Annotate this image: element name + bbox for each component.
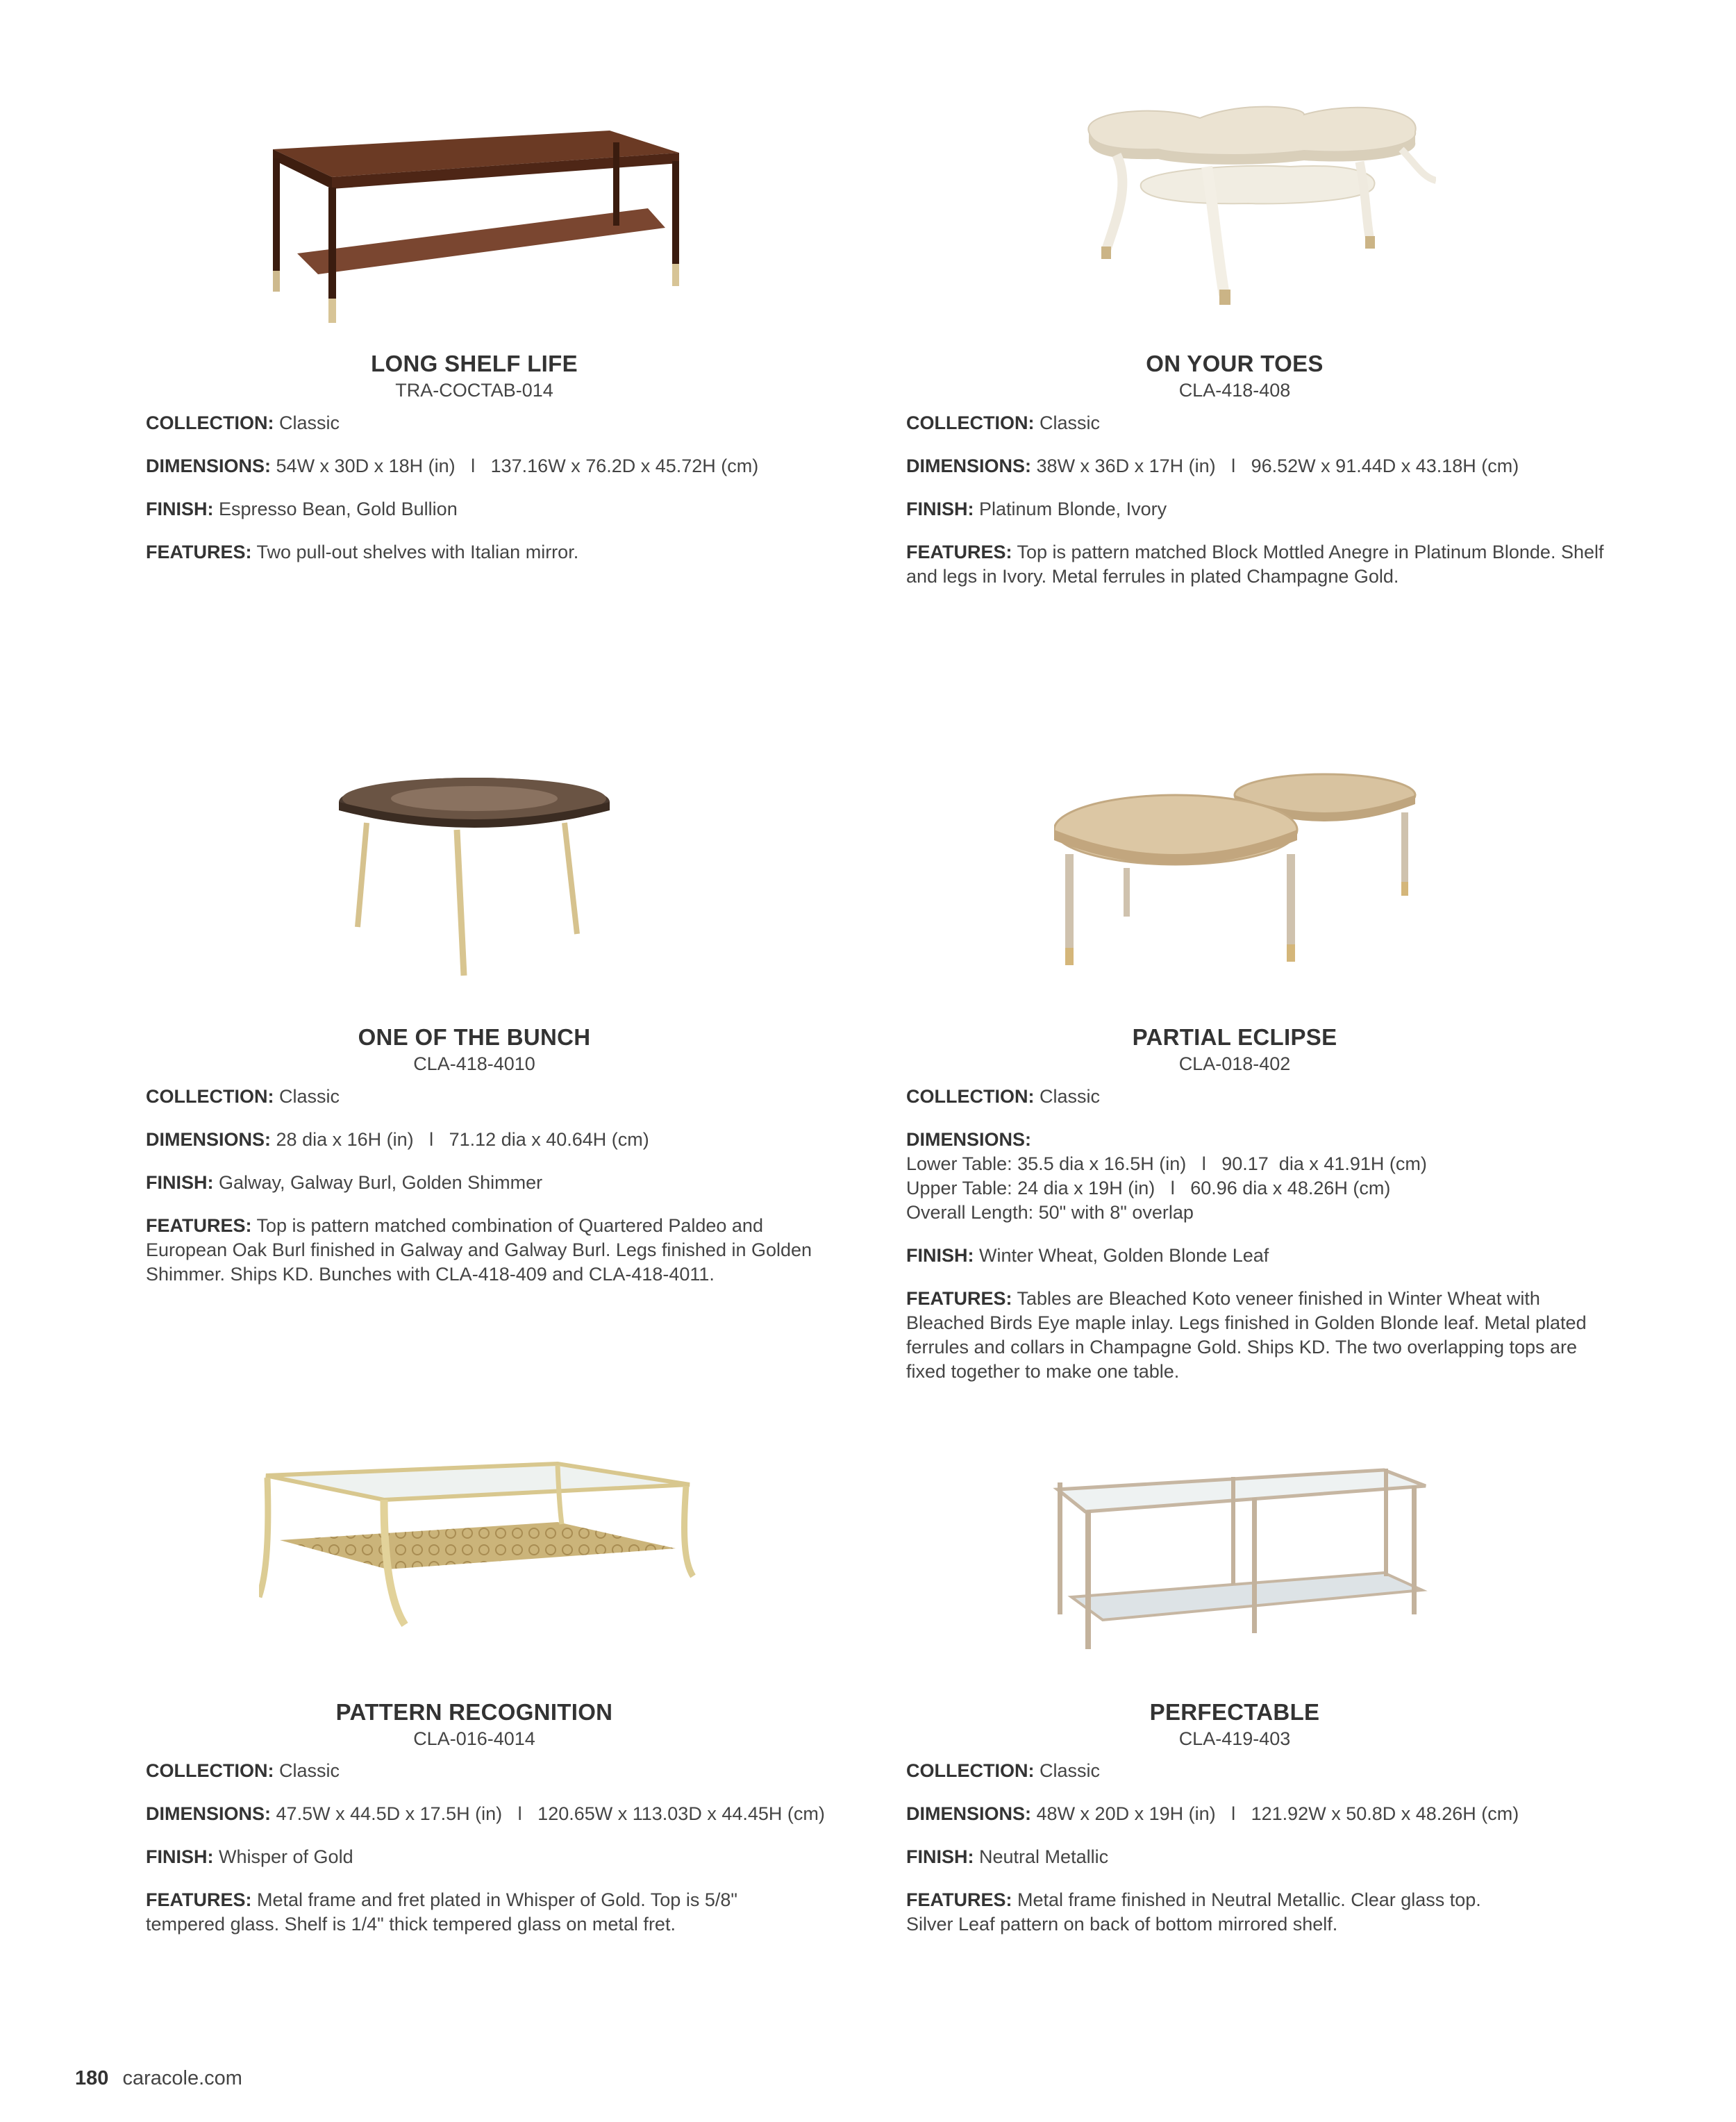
- finish-row: FINISH: Galway, Galway Burl, Golden Shimmer: [146, 1172, 543, 1193]
- collection-row: COLLECTION: Classic: [146, 412, 340, 433]
- features-row: FEATURES: Metal frame finished in Neutral Metallic. Clear glass top. Silver Leaf pattern on back of bottom mirrored shelf.: [906, 1889, 1481, 1935]
- collection-row: COLLECTION: Classic: [146, 1086, 340, 1107]
- dimension-line: Overall Length: 50" with 8" overlap: [906, 1202, 1194, 1223]
- finish-row: FINISH: Neutral Metallic: [906, 1846, 1109, 1867]
- product-specs: [146, 1085, 882, 1287]
- product-sku: CLA-016-4014: [413, 1728, 535, 1749]
- product-specs: [906, 411, 1642, 589]
- site-link[interactable]: caracole.com: [122, 2067, 242, 2089]
- product-sku: CLA-418-4010: [413, 1053, 535, 1074]
- collection-row: COLLECTION: Classic: [906, 1086, 1101, 1107]
- dimensions-row: DIMENSIONS: 47.5W x 44.5D x 17.5H (in) l 120.65W x 113.03D x 44.45H (cm): [146, 1803, 825, 1824]
- product-specs: [146, 1759, 882, 1937]
- product-title: PARTIAL ECLIPSE: [1132, 1024, 1337, 1050]
- dimension-line: Upper Table: 24 dia x 19H (in) l 60.96 dia x 48.26H (cm): [906, 1178, 1391, 1198]
- product-specs: [906, 1759, 1642, 1937]
- finish-row: FINISH: Whisper of Gold: [146, 1846, 353, 1867]
- product-sku: TRA-COCTAB-014: [395, 380, 553, 401]
- dimensions-row: DIMENSIONS: 38W x 36D x 17H (in) l 96.52W x 91.44D x 43.18H (cm): [906, 456, 1519, 476]
- dimensions-row: DIMENSIONS: Lower Table: 35.5 dia x 16.5H (in) l 90.17 dia x 41.91H (cm) Upper Table: 24 dia x 19H (in) l 60.96 dia x 48.26H (cm) Overall Length: 50" with 8" overlap: [906, 1128, 1642, 1225]
- features-row: FEATURES: Two pull-out shelves with Italian mirror.: [146, 542, 579, 562]
- product-title: PATTERN RECOGNITION: [335, 1699, 613, 1725]
- product-sku: CLA-418-408: [1178, 380, 1291, 401]
- product-sku: CLA-018-402: [1178, 1053, 1291, 1074]
- finish-row: FINISH: Espresso Bean, Gold Bullion: [146, 499, 458, 519]
- on-your-toes-image: [1075, 101, 1436, 312]
- page-footer: [75, 2067, 242, 2090]
- product-sku: CLA-419-403: [1178, 1728, 1291, 1749]
- dimension-line: Lower Table: 35.5 dia x 16.5H (in) l 90.17 dia x 41.91H (cm): [906, 1153, 1427, 1174]
- partial-eclipse-image: [1054, 771, 1429, 979]
- collection-row: COLLECTION: Classic: [906, 412, 1101, 433]
- product-title: ON YOUR TOES: [1146, 351, 1324, 376]
- product-title: LONG SHELF LIFE: [371, 351, 578, 376]
- collection-row: COLLECTION: Classic: [906, 1760, 1101, 1781]
- perfectable-image: [1044, 1462, 1439, 1656]
- one-of-the-bunch-image: [335, 774, 613, 983]
- product-title: ONE OF THE BUNCH: [358, 1024, 591, 1050]
- product-title: PERFECTABLE: [1149, 1699, 1320, 1725]
- dimensions-row: DIMENSIONS: 28 dia x 16H (in) l 71.12 dia x 40.64H (cm): [146, 1129, 649, 1150]
- features-row: FEATURES: Top is pattern matched combination of Quartered Paldeo and European Oak Burl finished in Galway and Galway Burl. Legs finished in Golden Shimmer. Ships KD. Bunches with CLA-418-409 and CLA-418-4011.: [146, 1215, 812, 1285]
- dimensions-row: DIMENSIONS: 48W x 20D x 19H (in) l 121.92W x 50.8D x 48.26H (cm): [906, 1803, 1519, 1824]
- pattern-recognition-image: [259, 1458, 696, 1653]
- features-row: FEATURES: Tables are Bleached Koto veneer finished in Winter Wheat with Bleached Birds Eye maple inlay. Legs finished in Golden Blonde leaf. Metal plated ferrules and collars in Champagne Gold. Ships KD. The two overlapping tops are fixed together to make one table.: [906, 1288, 1587, 1382]
- dimensions-row: DIMENSIONS: 54W x 30D x 18H (in) l 137.16W x 76.2D x 45.72H (cm): [146, 456, 759, 476]
- finish-row: FINISH: Platinum Blonde, Ivory: [906, 499, 1167, 519]
- product-specs: [146, 411, 882, 565]
- product-specs: [906, 1085, 1642, 1384]
- finish-row: FINISH: Winter Wheat, Golden Blonde Leaf: [906, 1245, 1269, 1266]
- page-number: 180: [75, 2067, 109, 2089]
- features-row: FEATURES: Metal frame and fret plated in Whisper of Gold. Top is 5/8" tempered glass. Shelf is 1/4" thick tempered glass on metal fret.: [146, 1889, 737, 1935]
- long-shelf-life-image: [259, 125, 690, 326]
- features-row: FEATURES: Top is pattern matched Block Mottled Anegre in Platinum Blonde. Shelf and legs in Ivory. Metal ferrules in plated Champagne Gold.: [906, 542, 1604, 587]
- collection-row: COLLECTION: Classic: [146, 1760, 340, 1781]
